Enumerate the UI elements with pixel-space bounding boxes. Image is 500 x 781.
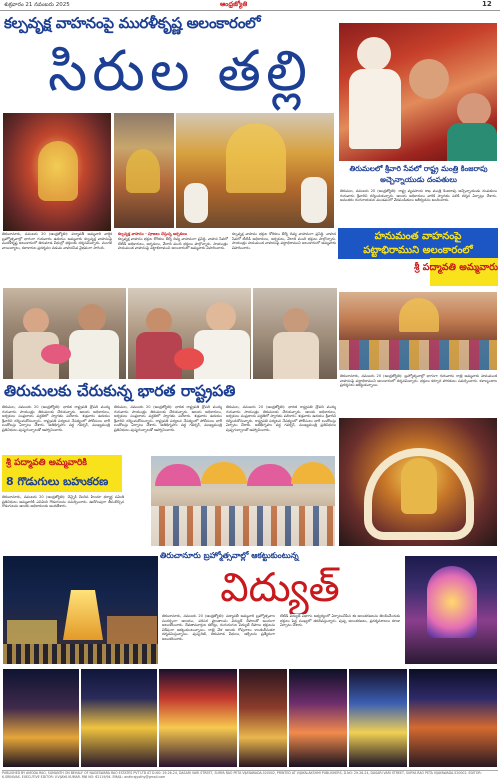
lights-kicker: తిరుచానూరు బ్రహ్మోత్సవాల్లో ఆకట్టుకుంటున్న bbox=[160, 551, 299, 560]
photo-deity-kalpavriksha bbox=[2, 112, 112, 232]
umbrella-story-body: తిరుచానూరు, నవంబరు 20 (ఆంధ్రజ్యోతి): చెన్నైకి చెందిన హిందూ ధర్మార్థ సమితి ప్రతినిధులు అమ్మవారికి ఎనిమిది గొడుగులను సమర్పించారు. ఊరేగింపుగా తీసుకొచ్చిన గొడుగులను ఆలయ అధికారులకు అందజేశారు. bbox=[2, 495, 124, 509]
hanumantha-line3: శ్రీ పద్మావతి అమ్మవారు bbox=[414, 262, 498, 273]
top-story-body-col1: తిరుచానూరు, నవంబరు 20 (ఆంధ్రజ్యోతి): పద్మావతీ అమ్మవారి వార్షిక బ్రహ్మోత్సవాల్లో భాగంగా గురువారం ఉదయం అమ్మవారు కల్పవృక్ష వాహనంపై మురళీకృష్ణ అలంకారంలో తిరుమాడ వీధుల్లో భక్తులకు దర్శనమిచ్చారు. మంగళ వాయిద్యాలు, కళాకారుల ప్రదర్శనల నడుమ వాహనసేవ వైభవంగా సాగింది. bbox=[2, 232, 112, 250]
photo-lights-6 bbox=[348, 668, 408, 768]
hanumantha-line1: హనుమంత వాహనంపై bbox=[374, 231, 462, 242]
minister-caption: తిరుమలలో శ్రీవారి సేవలో రాష్ట్ర మంత్రి కింజరాపు అచ్చెన్నాయుడు దంపతులు bbox=[349, 164, 488, 184]
hanumantha-banner bbox=[338, 228, 498, 259]
president-story-body-col1: తిరుమల, నవంబరు 20 (ఆంధ్రజ్యోతి): భారత రాష్ట్రపతి ద్రౌపది ముర్ము గురువారం సాయంత్రం తిరుమలకు చేరుకున్నారు. ఆలయ అధికారులు, అర్చకులు సంప్రదాయ పద్ధతిలో స్వాగతం పలికారు. శుక్రవారం ఉదయం శ్రీవారిని దర్శించుకోనున్నారు. రాష్ట్రపతి పర్యటన నేపథ్యంలో పోలీసులు భారీ బందోబస్తు ఏర్పాటు చేశారు. అతిథిగృహం వద్ద గవర్నర్, ముఖ్యమంత్రి ప్రతినిధులు పుష్పగుచ్ఛాలతో ఆహ్వానించారు. bbox=[2, 405, 110, 432]
president-story-body-col2: తిరుమల, నవంబరు 20 (ఆంధ్రజ్యోతి): భారత రాష్ట్రపతి ద్రౌపది ముర్ము గురువారం సాయంత్రం తిరుమలకు చేరుకున్నారు. ఆలయ అధికారులు, అర్చకులు సంప్రదాయ పద్ధతిలో స్వాగతం పలికారు. శుక్రవారం ఉదయం శ్రీవారిని దర్శించుకోనున్నారు. రాష్ట్రపతి పర్యటన నేపథ్యంలో పోలీసులు భారీ బందోబస్తు ఏర్పాటు చేశారు. అతిథిగృహం వద్ద గవర్నర్, ముఖ్యమంత్రి ప్రతినిధులు పుష్పగుచ్ఛాలతో ఆహ్వానించారు. bbox=[114, 405, 222, 432]
lights-story-body-col2: టీటీడీ విద్యుత్ విభాగం ఆధ్వర్యంలో ఏర్పాటుచేసిన ఈ అలంకరణలను తిలకించేందుకు భక్తులు పెద్ద సంఖ్యలో తరలివస్తున్నారు. పుష్ప అలంకరణలు, ప్రదర్శనశాలలు కూడా ఏర్పాటు చేశారు. bbox=[280, 614, 400, 628]
photo-deity-lights-cutout bbox=[404, 555, 498, 665]
photo-president-welcome-1 bbox=[2, 287, 127, 380]
photo-president-welcome-2 bbox=[127, 287, 252, 380]
lights-story-body-col1: తిరుచానూరు, నవంబరు 20 (ఆంధ్రజ్యోతి): పద్మావతీ అమ్మవారి బ్రహ్మోత్సవాల సందర్భంగా ఆలయం, పరిసర ప్రాంతాలను విద్యుత్ దీపాలతో అందంగా అలంకరించారు. దేవతామూర్తుల కటౌట్లు, రంగురంగుల విద్యుత్ దీపాలు భక్తులను విశేషంగా ఆకట్టుకుంటున్నాయి. రాత్రి వేళ ఆలయ గోపురాలు కాంతులీనుతూ దర్శనమిస్తున్నాయి. పుష్కరిణి, తిరుమాడ వీధులు, ఆర్చీలను ప్రత్యేకంగా అలంకరించారు. bbox=[162, 614, 275, 641]
president-headline: తిరుమలకు చేరుకున్న భారత రాష్ట్రపతి bbox=[4, 382, 236, 400]
minister-story-body: తిరుమల, నవంబరు 20 (ఆంధ్రజ్యోతి): రాష్ట్ర వ్యవసాయ శాఖ మంత్రి కింజరాపు అచ్చెన్నాయుడు దంపతులు గురువారం శ్రీవారిని దర్శించుకున్నారు. ఆలయ అధికారులు వారికి స్వాగతం పలికి దర్శన ఏర్పాట్లు చేశారు. అనంతరం రంగనాయకుల మండపంలో వేదపండితులు ఆశీర్వచనం అందించారు. bbox=[340, 189, 497, 203]
masthead bbox=[0, 0, 500, 11]
photo-president-welcome-3 bbox=[252, 287, 338, 380]
umbrella-line1: శ్రీ పద్మావతి అమ్మవారికి bbox=[6, 458, 88, 468]
top-story-body-col2: కల్పవృక్ష వాహనం భక్తుల కోరికలు తీర్చే దివ్య వాహనంగా ప్రసిద్ధి. వాహన సేవలో టీటీడీ అధికారులు, అర్చకులు, వేలాది మంది భక్తులు పాల్గొన్నారు. సాయంత్రం హనుమంత వాహనంపై పట్టాభిరాముని అలంకారంలో అమ్మవారు విహరించారు. bbox=[118, 237, 228, 251]
top-story-kicker: కల్పవృక్ష వాహనంపై మురళీకృష్ణ అలంకారంలో bbox=[4, 14, 261, 32]
hanumantha-line2: పట్టాభిరాముని అలంకారంలో bbox=[363, 245, 473, 256]
photo-umbrella-procession bbox=[150, 455, 336, 547]
president-story-body-col3: తిరుమల, నవంబరు 20 (ఆంధ్రజ్యోతి): భారత రాష్ట్రపతి ద్రౌపది ముర్ము గురువారం సాయంత్రం తిరుమలకు చేరుకున్నారు. ఆలయ అధికారులు, అర్చకులు సంప్రదాయ పద్ధతిలో స్వాగతం పలికారు. శుక్రవారం ఉదయం శ్రీవారిని దర్శించుకోనున్నారు. రాష్ట్రపతి పర్యటన నేపథ్యంలో పోలీసులు భారీ బందోబస్తు ఏర్పాటు చేశారు. అతిథిగృహం వద్ద గవర్నర్, ముఖ్యమంత్రి ప్రతినిధులు పుష్పగుచ్ఛాలతో ఆహ్వానించారు. bbox=[226, 405, 336, 432]
photo-lights-2 bbox=[80, 668, 158, 768]
page-number: 12 bbox=[482, 0, 492, 8]
top-story-body-col3: కల్పవృక్ష వాహనం భక్తుల కోరికలు తీర్చే దివ్య వాహనంగా ప్రసిద్ధి. వాహన సేవలో టీటీడీ అధికారులు, అర్చకులు, వేలాది మంది భక్తులు పాల్గొన్నారు. సాయంత్రం హనుమంత వాహనంపై పట్టాభిరాముని అలంకారంలో అమ్మవారు విహరించారు. bbox=[232, 232, 336, 250]
masthead-date: శుక్రవారం 21 నవంబరు 2025 bbox=[4, 2, 70, 8]
umbrella-line2: 8 గొడుగులు బహుకరణ bbox=[6, 475, 109, 488]
photo-priests-puja bbox=[175, 112, 335, 229]
top-story-headline: సిరుల తల్లి bbox=[47, 39, 313, 104]
top-story-caption: కల్పవృక్ష వాహనం - పూజలు చేస్తున్న అర్చకులు bbox=[118, 231, 188, 236]
hanumantha-story-body: తిరుచానూరు, నవంబరు 20 (ఆంధ్రజ్యోతి): బ్రహ్మోత్సవాల్లో భాగంగా గురువారం రాత్రి అమ్మవారు హనుమంత వాహనంపై పట్టాభిరాముని అలంకారంలో దర్శనమిచ్చారు. భక్తులు కర్పూర హారతులు సమర్పించారు. కళాబృందాల ప్రదర్శనలు ఆకట్టుకున్నాయి. bbox=[340, 374, 497, 388]
photo-minister-blessing bbox=[338, 22, 498, 162]
photo-lights-4 bbox=[238, 668, 288, 768]
lights-headline: విద్యుత్ bbox=[220, 565, 340, 611]
photo-kalpavriksha-vahanam bbox=[113, 112, 175, 229]
photo-lights-7 bbox=[408, 668, 498, 768]
photo-hanumantha-vahanam-crowd bbox=[338, 291, 498, 371]
photo-lights-1 bbox=[2, 668, 80, 768]
photo-lights-5 bbox=[288, 668, 348, 768]
masthead-paper: ఆంధ్రజ్యోతి bbox=[220, 0, 248, 8]
footer-imprint: PUBLISHED BY AMODA RAO, SUMANTH ON BEHALF OF NAGESWARA RAO ESTATES PVT LTD AT D.NO: 29-26-24, DASARI VARI STREET, SURYA RAO PETA VIJAYAWADA-520002, PRINTED AT VIJAYALAKSHMI PUBLISHERS, D.NO: 29-26-24, DASARI VARI STREET, SURYA RAO PETA VIJAYAWADA-520002. EDITOR: K.SRINIVAS. EXECUTIVE EDITOR: V.VIJAYA KUMAR. RNI NO: 62119/94. EMAIL: andhrajyothy@gmail.com bbox=[2, 770, 498, 780]
photo-goddess-garlanded bbox=[338, 417, 498, 547]
photo-lights-3 bbox=[158, 668, 238, 768]
photo-temple-gopuram-night bbox=[2, 555, 159, 665]
